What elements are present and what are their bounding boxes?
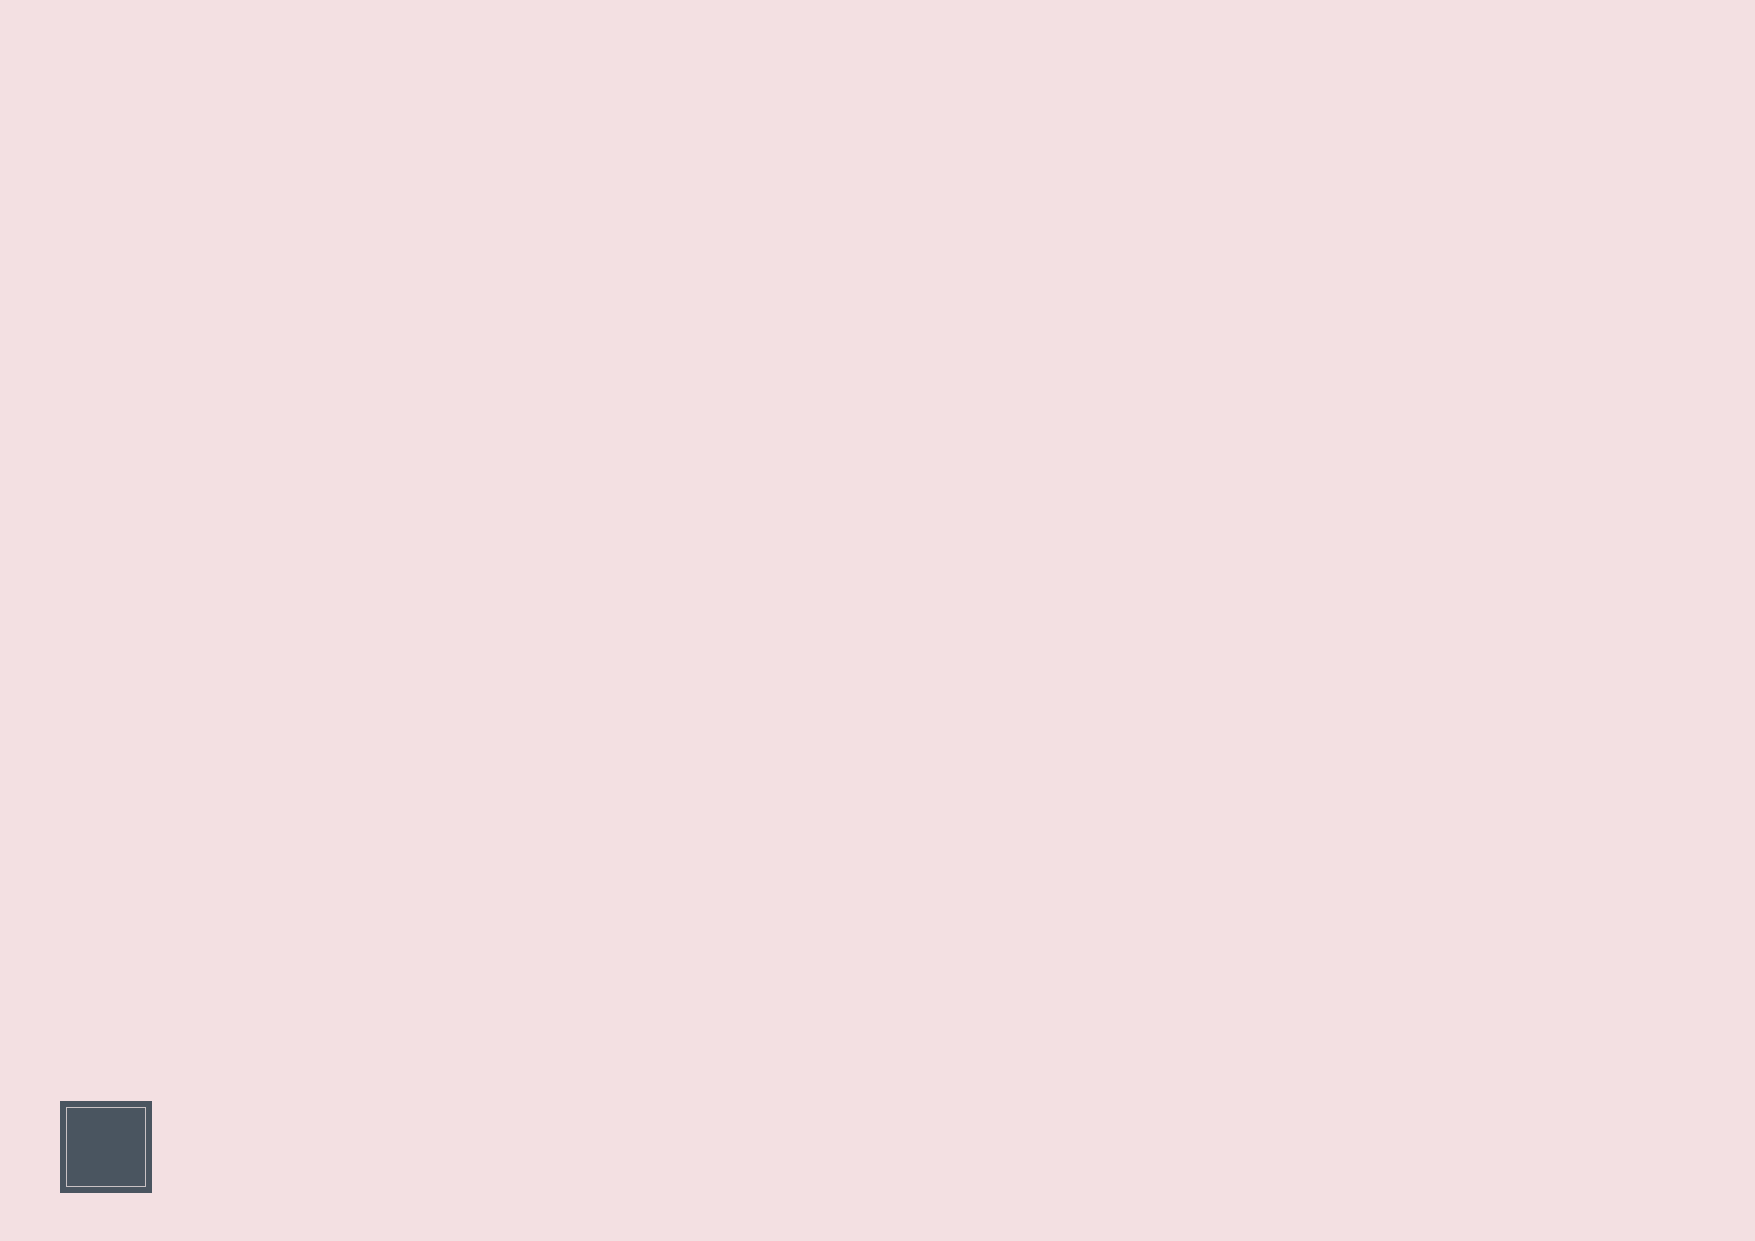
logo-frame — [66, 1107, 146, 1187]
logo — [60, 1101, 152, 1193]
vocab-grid — [0, 240, 1755, 1000]
